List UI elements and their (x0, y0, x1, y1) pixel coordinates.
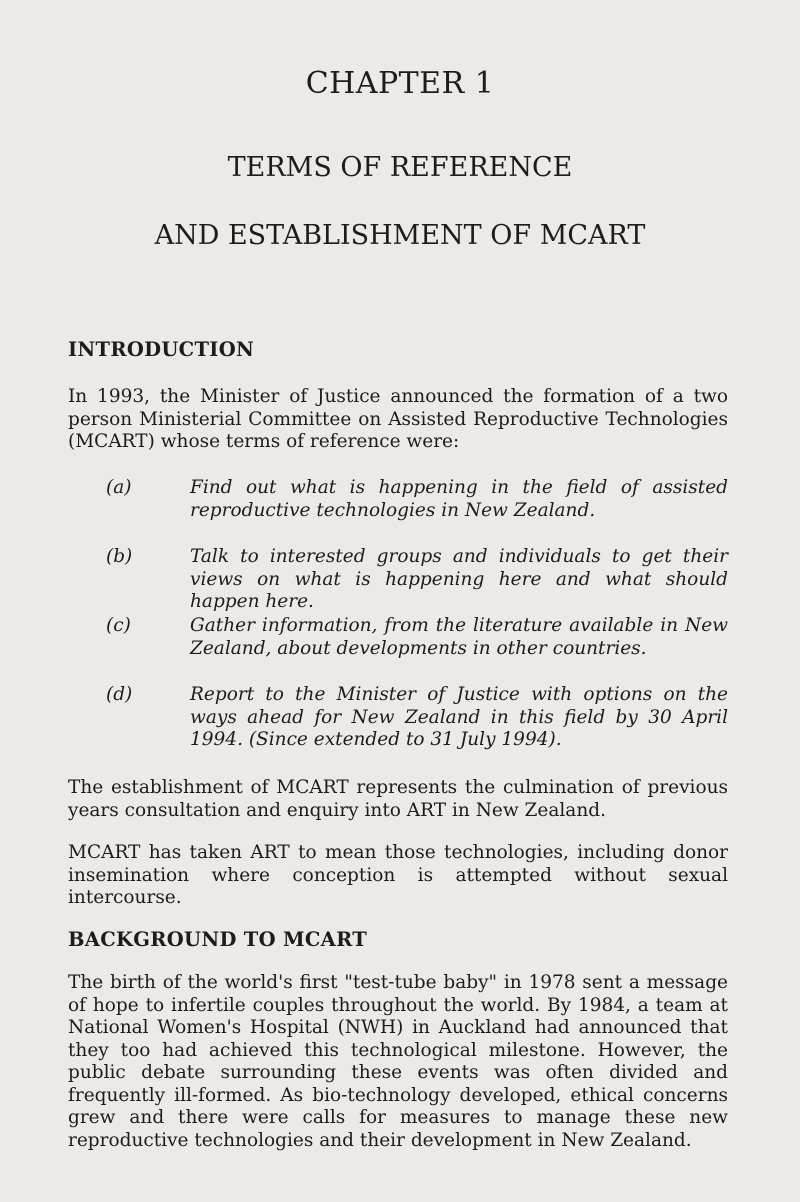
introduction-paragraph-2: The establishment of MCART represents the culmination of previous years consultation and enquiry into ART in New Zealand. (68, 777, 728, 821)
term-item-text: Gather information, from the literature available in New Zealand, about developments in other countries. (190, 615, 728, 659)
term-item-d (68, 684, 728, 752)
chapter-title: CHAPTER 1 (305, 66, 495, 101)
term-item-c (68, 615, 728, 660)
title-line-2: AND ESTABLISHMENT OF MCART (154, 220, 646, 251)
term-item-text: Report to the Minister of Justice with options on the ways ahead for New Zealand in this field by 30 April 1994. (Since extended to 31 July 1994). (190, 684, 728, 750)
term-item-label: (a) (106, 477, 132, 498)
background-heading: BACKGROUND TO MCART (68, 928, 368, 951)
term-item-text: Find out what is happening in the field of assisted reproductive technologies in New Zealand. (190, 477, 728, 521)
introduction-paragraph-3: MCART has taken ART to mean those technologies, including donor insemination where conception is attempted without sexual intercourse. (68, 842, 728, 908)
term-item-a (68, 477, 728, 522)
introduction-paragraph-1: In 1993, the Minister of Justice announced the formation of a two person Ministerial Committee on Assisted Reproductive Technologies (MCART) whose terms of reference were: (68, 386, 728, 452)
background-paragraph-1: The birth of the world's first "test-tube baby" in 1978 sent a message of hope to infertile couples throughout the world. By 1984, a team at National Women's Hospital (NWH) in Auckland had announced that they too had achieved this technological milestone. However, the public debate surrounding these events was often divided and frequently ill-formed. As bio-technology developed, ethical concerns grew and there were calls for measures to manage these new reproductive technologies and their development in New Zealand. (68, 972, 728, 1151)
term-item-label: (d) (106, 684, 133, 705)
term-item-label: (b) (106, 546, 133, 567)
term-item-text: Talk to interested groups and individuals to get their views on what is happening here and what should happen here. (190, 546, 728, 612)
introduction-heading: INTRODUCTION (68, 338, 255, 361)
title-line-1: TERMS OF REFERENCE (227, 152, 573, 183)
term-item-label: (c) (106, 615, 131, 636)
term-item-b (68, 546, 728, 614)
